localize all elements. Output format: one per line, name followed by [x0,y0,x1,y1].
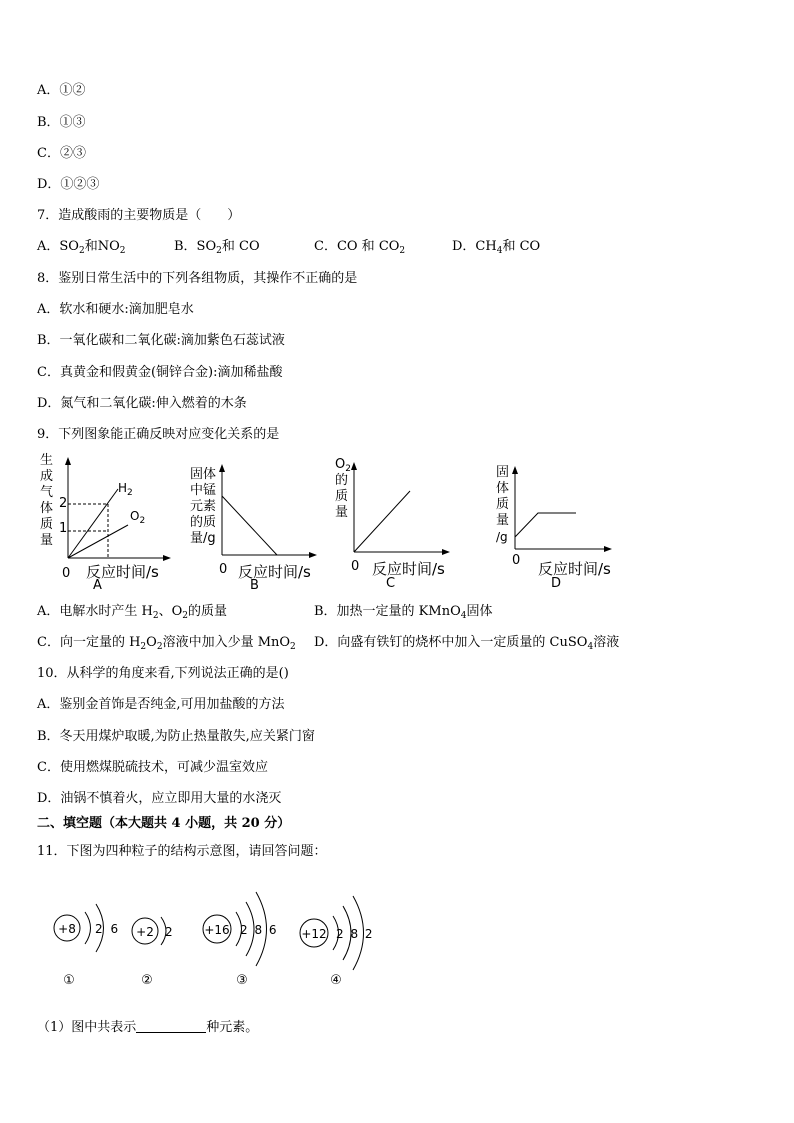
particle-4-shells: 2 8 2 [336,927,373,941]
graph-a-letter: A [93,578,102,593]
q6-option-c: C．②③ [37,146,86,161]
graph-c-letter: C [386,576,396,591]
particle-2-diagram [132,917,173,988]
graph-d-origin: 0 [512,553,521,568]
particle-1-diagram [54,904,118,988]
particle-1-nucleus: +8 [58,922,76,936]
q7-stem: 7．造成酸雨的主要物质是（ ） [37,208,241,223]
graph-b-ylabel: 固体 中锰 元素 的质 量/g [190,467,217,546]
atom-diagrams [40,872,400,1002]
graph-a-o2-label: $O_2$ [130,509,146,526]
q10-option-b: B．冬天用煤炉取暖,为防止热量散失,应关紧门窗 [37,729,315,744]
graph-a-h2-line [68,489,118,558]
graph-d-plot [508,464,618,554]
graph-c-origin: 0 [351,559,360,574]
graph-c-plot [348,460,458,560]
graph-d-ylabel: 固 体 质 量 /g [496,465,510,544]
graph-a-o2-line [68,525,128,558]
q9-option-b: B．加热一定量的 KMnO$_4$固体 [314,604,493,621]
graph-a-tick-1: 1 [59,521,68,536]
particle-1-label: ① [63,973,75,988]
particle-2-label: ② [141,973,153,988]
q7-option-d: D．$CH_4$和 CO [452,239,541,256]
graph-a-plot [55,455,175,565]
particle-3-nucleus: +16 [204,923,230,937]
graph-b-letter: B [250,578,259,593]
q11-sub1: （1）图中共表示 种元素。 [37,1020,259,1035]
graph-c-xlabel: 反应时间/s [372,560,445,578]
q9-option-a: A．电解水时产生 $H_2$、$O_2$的质量 [37,604,228,621]
q11-stem: 11．下图为四种粒子的结构示意图，请回答问题： [37,844,327,859]
graph-d-xlabel: 反应时间/s [538,560,611,578]
graph-b-line [222,496,277,555]
graph-b-plot [215,462,325,562]
graph-b-origin: 0 [219,562,228,577]
particle-2-shells: 2 [165,925,173,939]
particle-4-nucleus: +12 [301,927,327,941]
q10-stem: 10．从科学的角度来看,下列说法正确的是() [37,666,289,681]
section-heading: 二、填空题（本大题共 4 小题，共 20 分） [37,816,291,831]
q8-option-d: D．氮气和二氧化碳:伸入燃着的木条 [37,396,247,411]
q10-option-d: D．油锅不慎着火，应立即用大量的水浇灭 [37,791,282,806]
particle-3-label: ③ [236,973,248,988]
graph-b-xlabel: 反应时间/s [238,563,311,581]
q10-option-c: C．使用燃煤脱硫技术，可减少温室效应 [37,760,268,775]
q6-option-b: B．①③ [37,115,86,130]
q9-option-d: D．向盛有铁钉的烧杯中加入一定质量的 CuSO$_4$溶液 [314,635,620,652]
particle-1-shells: 2 6 [95,922,119,936]
particle-3-shells: 2 8 6 [240,923,277,937]
graph-a-tick-2: 2 [59,496,68,511]
q8-stem: 8．鉴别日常生活中的下列各组物质，其操作不正确的是 [37,271,358,286]
q8-option-c: C．真黄金和假黄金(铜锌合金):滴加稀盐酸 [37,365,283,380]
graph-a-h2-label: $H_2$ [118,481,133,498]
q7-option-b: B．$SO_2$和 CO [174,239,260,256]
graph-c-ylabel: $O_2$ 的 质 量 [335,457,351,520]
q7-option-a: A．$SO_2$和$NO_2$ [37,239,126,256]
graph-a-origin: 0 [62,566,71,581]
q10-option-a: A．鉴别金首饰是否纯金,可用加盐酸的方法 [37,697,285,712]
graph-d-letter: D [551,576,562,591]
q9-stem: 9．下列图象能正确反映对应变化关系的是 [37,427,280,442]
particle-4-diagram [300,896,373,988]
graph-c-line [354,491,410,552]
q8-option-b: B．一氧化碳和二氧化碳:滴加紫色石蕊试液 [37,333,285,348]
graph-d-line [515,513,576,537]
answer-blank[interactable] [136,1020,206,1033]
graph-a-ylabel: 生 成 气 体 质 量 [40,453,54,548]
q7-option-c: C．CO 和 $CO_2$ [314,239,406,256]
q8-option-a: A．软水和硬水:滴加肥皂水 [37,302,194,317]
q6-option-d: D．①②③ [37,177,100,192]
particle-3-diagram [203,892,277,988]
particle-4-label: ④ [330,973,342,988]
particle-2-nucleus: +2 [136,925,154,939]
q9-option-c: C．向一定量的 $H_2O_2$溶液中加入少量 MnO$_2$ [37,635,296,652]
graph-a-xlabel: 反应时间/s [86,563,159,581]
q6-option-a: A．①② [37,83,86,98]
